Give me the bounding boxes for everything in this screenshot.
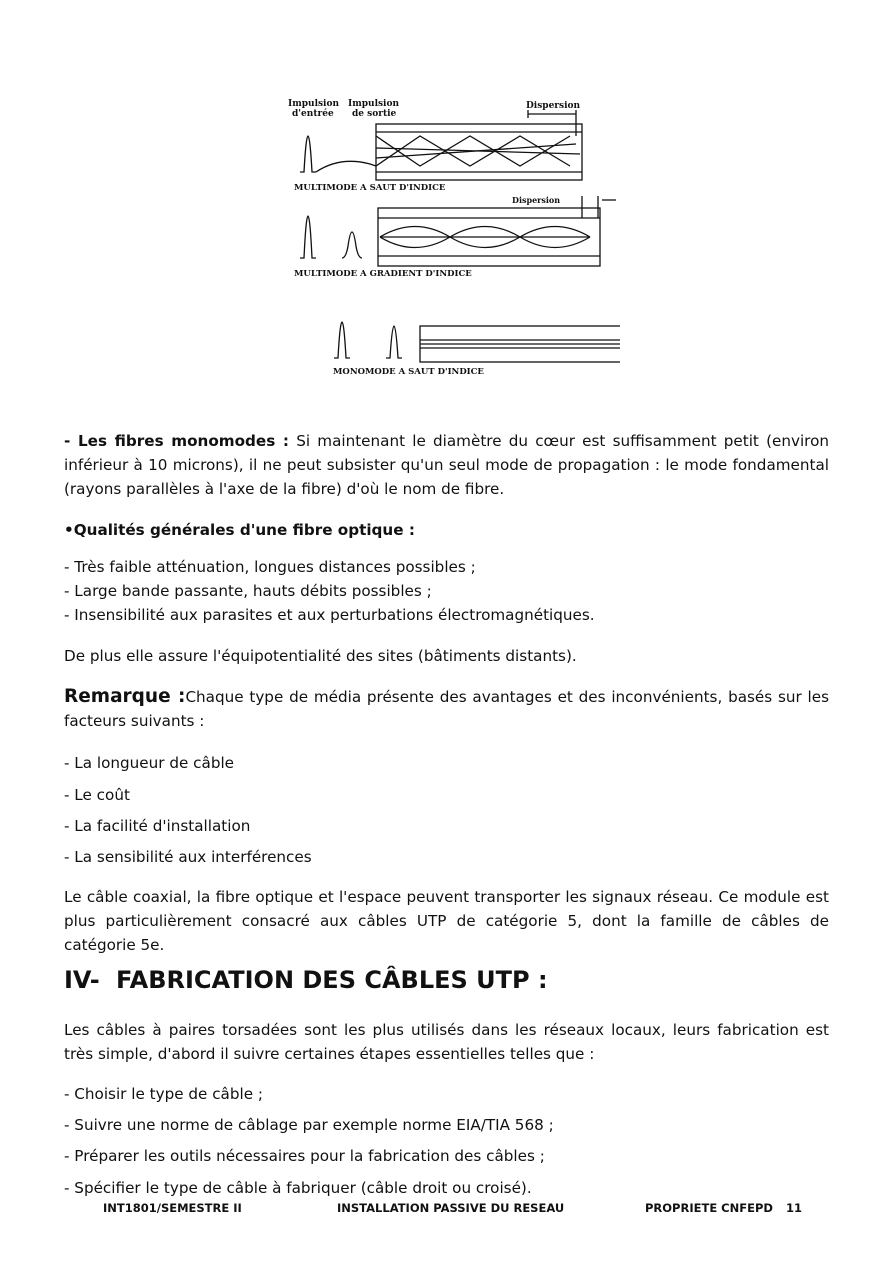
section-item: - Choisir le type de câble ; xyxy=(64,1085,264,1103)
qualites-item: - Insensibilité aux parasites et aux perturbations électromagnétiques. xyxy=(64,606,595,624)
section-title: FABRICATION DES CÂBLES UTP : xyxy=(116,966,548,994)
monomode-head: - Les fibres monomodes : xyxy=(64,432,289,450)
remarque-item: - Le coût xyxy=(64,786,130,804)
remarque-item: - La longueur de câble xyxy=(64,754,235,772)
fiber-modes-figure xyxy=(280,96,620,381)
caption-monomode: MONOMODE A SAUT D'INDICE xyxy=(333,367,484,377)
remarque-head: Remarque : xyxy=(64,686,186,707)
remarque-paragraph xyxy=(64,685,829,733)
qualites-heading xyxy=(64,518,415,542)
label-impulse-in-1: Impulsion xyxy=(288,99,340,109)
label-dispersion-1: Dispersion xyxy=(526,101,581,111)
qualites-title: Qualités générales d'une fibre optique : xyxy=(73,521,415,539)
label-impulse-out-1: Impulsion xyxy=(348,99,400,109)
output-pulse-2 xyxy=(342,232,362,258)
remarque-item: - La facilité d'installation xyxy=(64,817,251,835)
remarque-text: Chaque type de média présente des avantages et des inconvénients, basés sur les facteurs suivants : xyxy=(64,688,829,730)
footer-center: INSTALLATION PASSIVE DU RESEAU xyxy=(337,1201,565,1215)
qualites-item: - Large bande passante, hauts débits possibles ; xyxy=(64,582,432,600)
page-number: 11 xyxy=(786,1201,803,1215)
input-pulse-1 xyxy=(300,136,316,172)
remarque-conclusion: Le câble coaxial, la fibre optique et l'espace peuvent transporter les signaux réseau. Ce module est plus particulièrement consacré aux câbles UTP de catégorie 5, dont la famille de câbles de catégorie 5e. xyxy=(64,888,829,954)
section-item: - Suivre une norme de câblage par exemple norme EIA/TIA 568 ; xyxy=(64,1116,554,1134)
section-item: - Spécifier le type de câble à fabriquer (câble droit ou croisé). xyxy=(64,1179,532,1197)
output-pulse-3 xyxy=(386,326,402,358)
caption-multimode-graded: MULTIMODE A GRADIENT D'INDICE xyxy=(294,269,472,279)
section-heading xyxy=(64,966,548,994)
footer-right: PROPRIETE CNFEPD xyxy=(645,1201,773,1215)
label-impulse-in-2: d'entrée xyxy=(292,109,334,119)
label-dispersion-2: Dispersion xyxy=(512,195,561,205)
section-intro: Les câbles à paires torsadées sont les plus utilisés dans les réseaux locaux, leurs fabrication est très simple, d'abord il suivre certaines étapes essentielles telles que : xyxy=(64,1021,829,1063)
output-pulse-1 xyxy=(316,161,376,172)
caption-multimode-step: MULTIMODE A SAUT D'INDICE xyxy=(294,183,446,193)
qualites-extra: De plus elle assure l'équipotentialité des sites (bâtiments distants). xyxy=(64,647,577,665)
label-impulse-out-2: de sortie xyxy=(352,109,397,119)
qualites-item: - Très faible atténuation, longues distances possibles ; xyxy=(64,558,476,576)
section-item: - Préparer les outils nécessaires pour la fabrication des câbles ; xyxy=(64,1147,545,1165)
input-pulse-3 xyxy=(334,322,350,358)
footer-left: INT1801/SEMESTRE II xyxy=(103,1201,242,1215)
input-pulse-2 xyxy=(300,216,316,258)
remarque-item: - La sensibilité aux interférences xyxy=(64,848,312,866)
monomode-paragraph xyxy=(64,429,829,501)
bullet-icon: • xyxy=(64,521,74,539)
monomode-text: Si maintenant le diamètre du cœur est suffisamment petit (environ inférieur à 10 microns), il ne peut subsister qu'un seul mode de propagation : le mode fondamental (rayons parallèles à l'axe de la fibre) d'où le nom de fibre. xyxy=(64,432,830,498)
section-number: IV- xyxy=(64,966,100,994)
fiber-modes-diagram xyxy=(280,96,620,381)
